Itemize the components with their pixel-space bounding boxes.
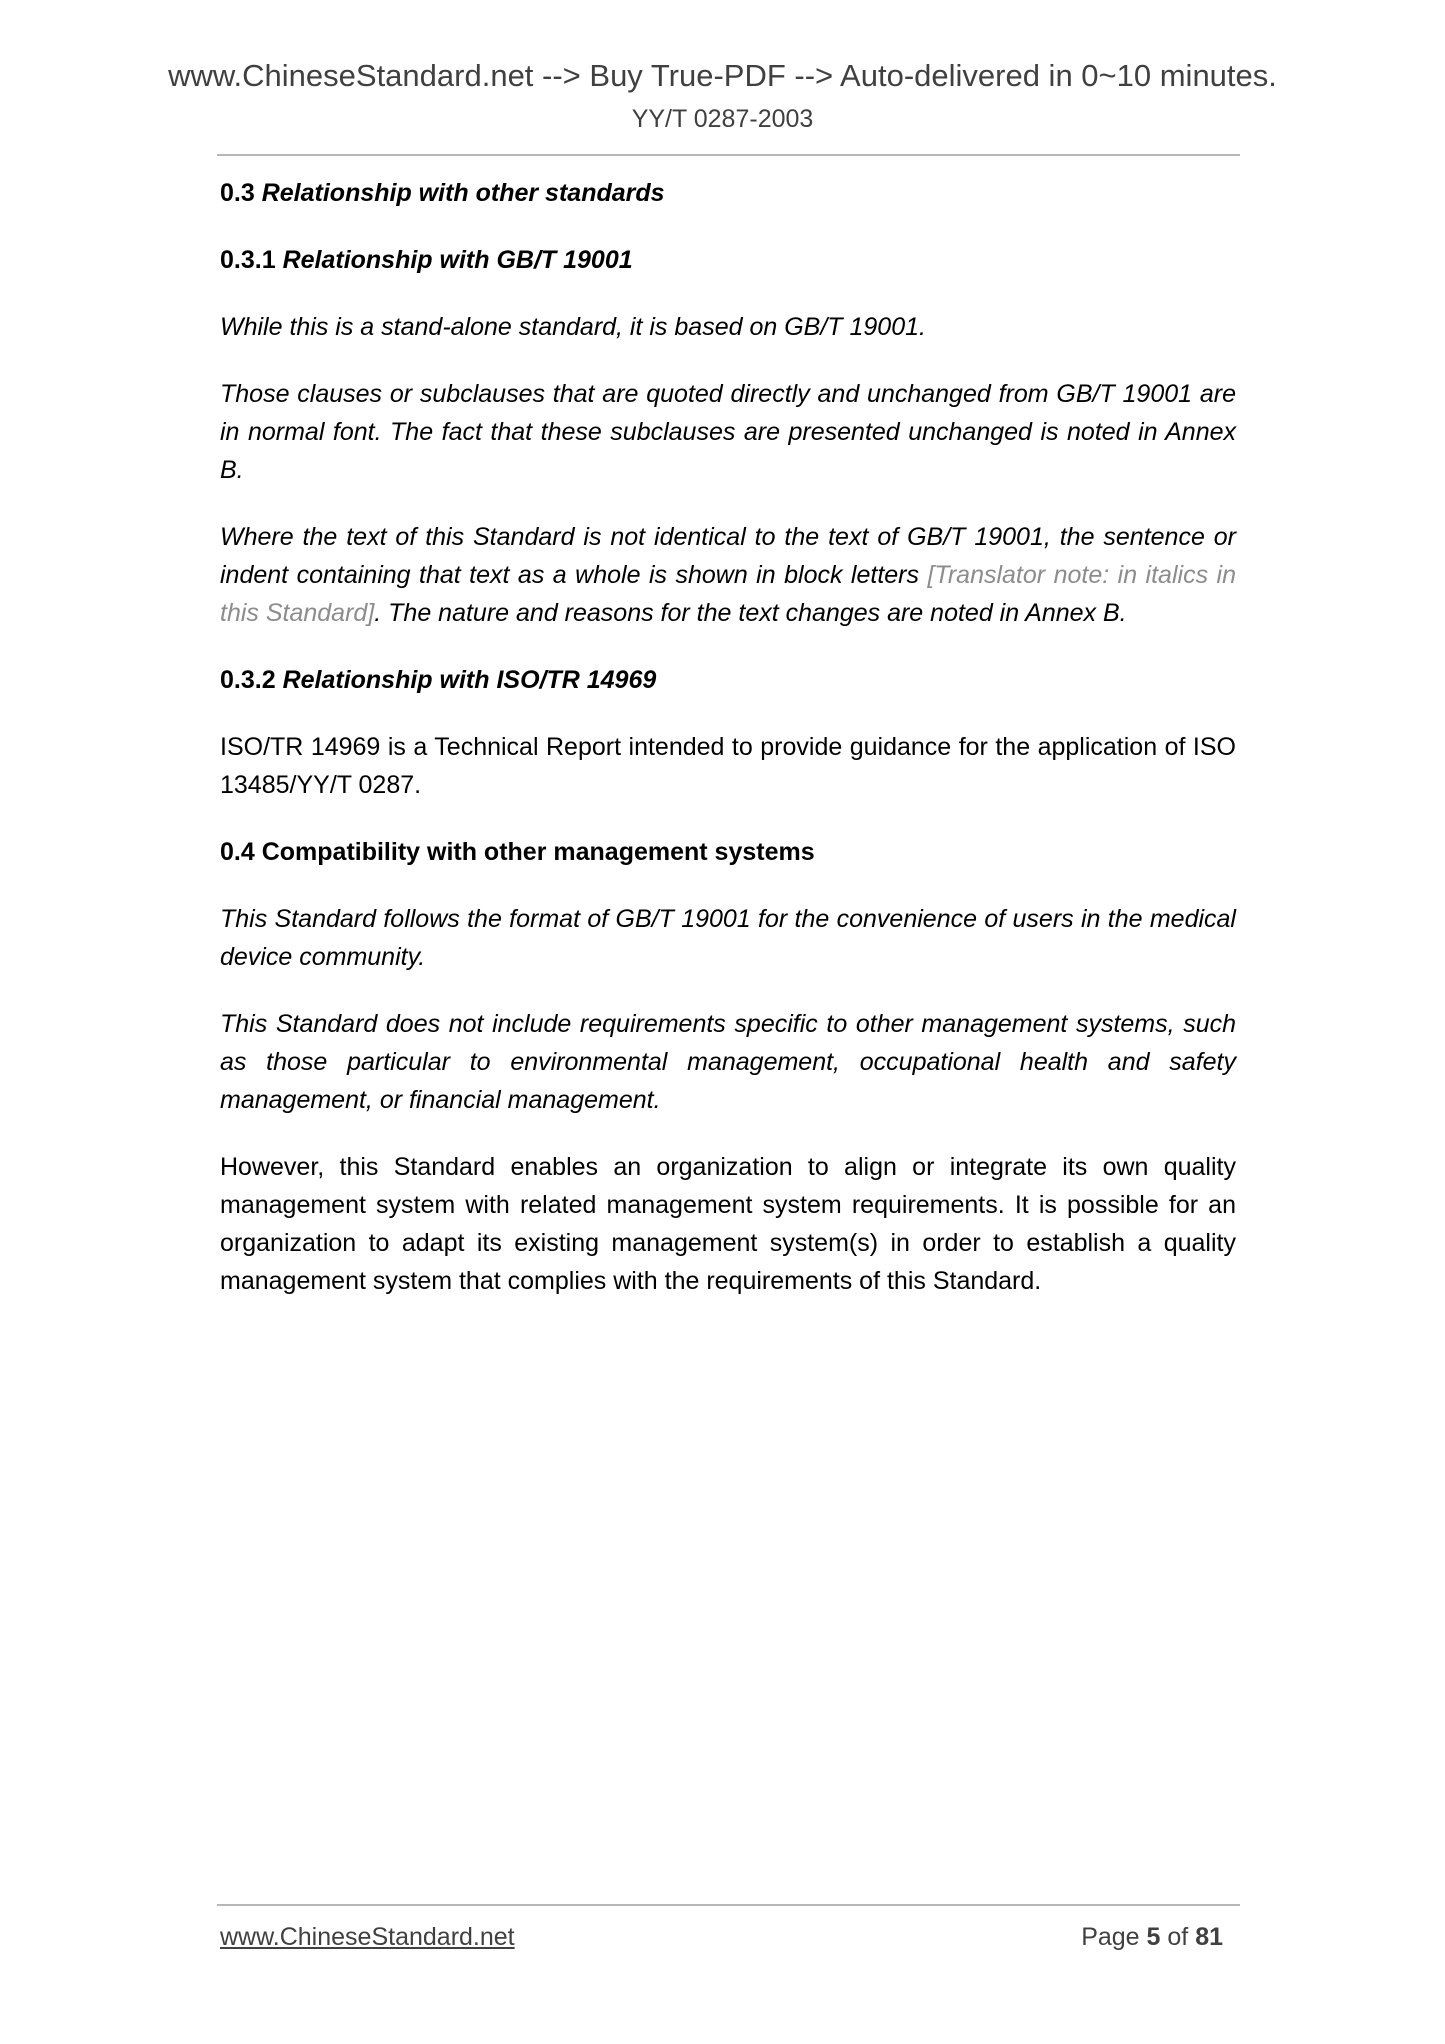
section-number: 0.3.1 bbox=[220, 246, 276, 274]
header-banner: www.ChineseStandard.net --> Buy True-PDF --> Auto-delivered in 0~10 minutes. bbox=[168, 58, 1277, 93]
page-label: Page bbox=[1081, 1923, 1147, 1951]
paragraph-based-on: While this is a stand-alone standard, it is based on GB/T 19001. bbox=[220, 313, 926, 341]
footer-divider bbox=[217, 1904, 1240, 1906]
paragraph-block-letters bbox=[220, 518, 1236, 632]
section-title: Relationship with other standards bbox=[261, 179, 665, 207]
paragraph-text: Where the text of this Standard is not identical to the text of GB/T 19001, the sentence or indent containing that text as a whole is shown in block letters bbox=[220, 523, 1236, 589]
paragraph-text: . The nature and reasons for the text changes are noted in Annex B. bbox=[374, 599, 1127, 627]
total-pages: 81 bbox=[1195, 1923, 1223, 1951]
section-title: Compatibility with other management systems bbox=[261, 838, 815, 866]
section-title: Relationship with ISO/TR 14969 bbox=[282, 666, 657, 694]
paragraph-integration: However, this Standard enables an organization to align or integrate its own quality management system with related management system requirements. It is possible for an organization to adapt its existing management system(s) in order to establish a quality management system that complies with the requirements of this Standard. bbox=[220, 1153, 1236, 1295]
section-number: 0.4 bbox=[220, 838, 255, 866]
section-number: 0.3 bbox=[220, 179, 255, 207]
paragraph-normal-font: Those clauses or subclauses that are quoted directly and unchanged from GB/T 19001 are in normal font. The fact that these subclauses are presented unchanged is noted in Annex B. bbox=[220, 380, 1236, 484]
translator-note: [Translator note: in italics in this Standard] bbox=[220, 561, 1236, 627]
paragraph-format: This Standard follows the format of GB/T 19001 for the convenience of users in the medical device community. bbox=[220, 905, 1236, 971]
heading-0-3-1 bbox=[220, 241, 1236, 279]
page-indicator bbox=[1081, 1921, 1223, 1953]
heading-0-3-2 bbox=[220, 661, 1236, 699]
page-of-label: of bbox=[1160, 1923, 1196, 1951]
heading-0-4 bbox=[220, 833, 1236, 871]
paragraph-other-systems: This Standard does not include requirements specific to other management systems, such as those particular to environmental management, occupational health and safety management, or financial management. bbox=[220, 1010, 1236, 1114]
section-title: Relationship with GB/T 19001 bbox=[282, 246, 633, 274]
header-divider bbox=[217, 154, 1240, 156]
document-body bbox=[220, 174, 1236, 1300]
heading-0-3 bbox=[220, 174, 1236, 212]
footer-website-link[interactable]: www.ChineseStandard.net bbox=[220, 1923, 515, 1951]
current-page: 5 bbox=[1146, 1923, 1161, 1951]
paragraph-iso-tr: ISO/TR 14969 is a Technical Report intended to provide guidance for the application of ISO 13485/YY/T 0287. bbox=[220, 733, 1236, 799]
section-number: 0.3.2 bbox=[220, 666, 276, 694]
standard-code: YY/T 0287-2003 bbox=[631, 105, 814, 133]
